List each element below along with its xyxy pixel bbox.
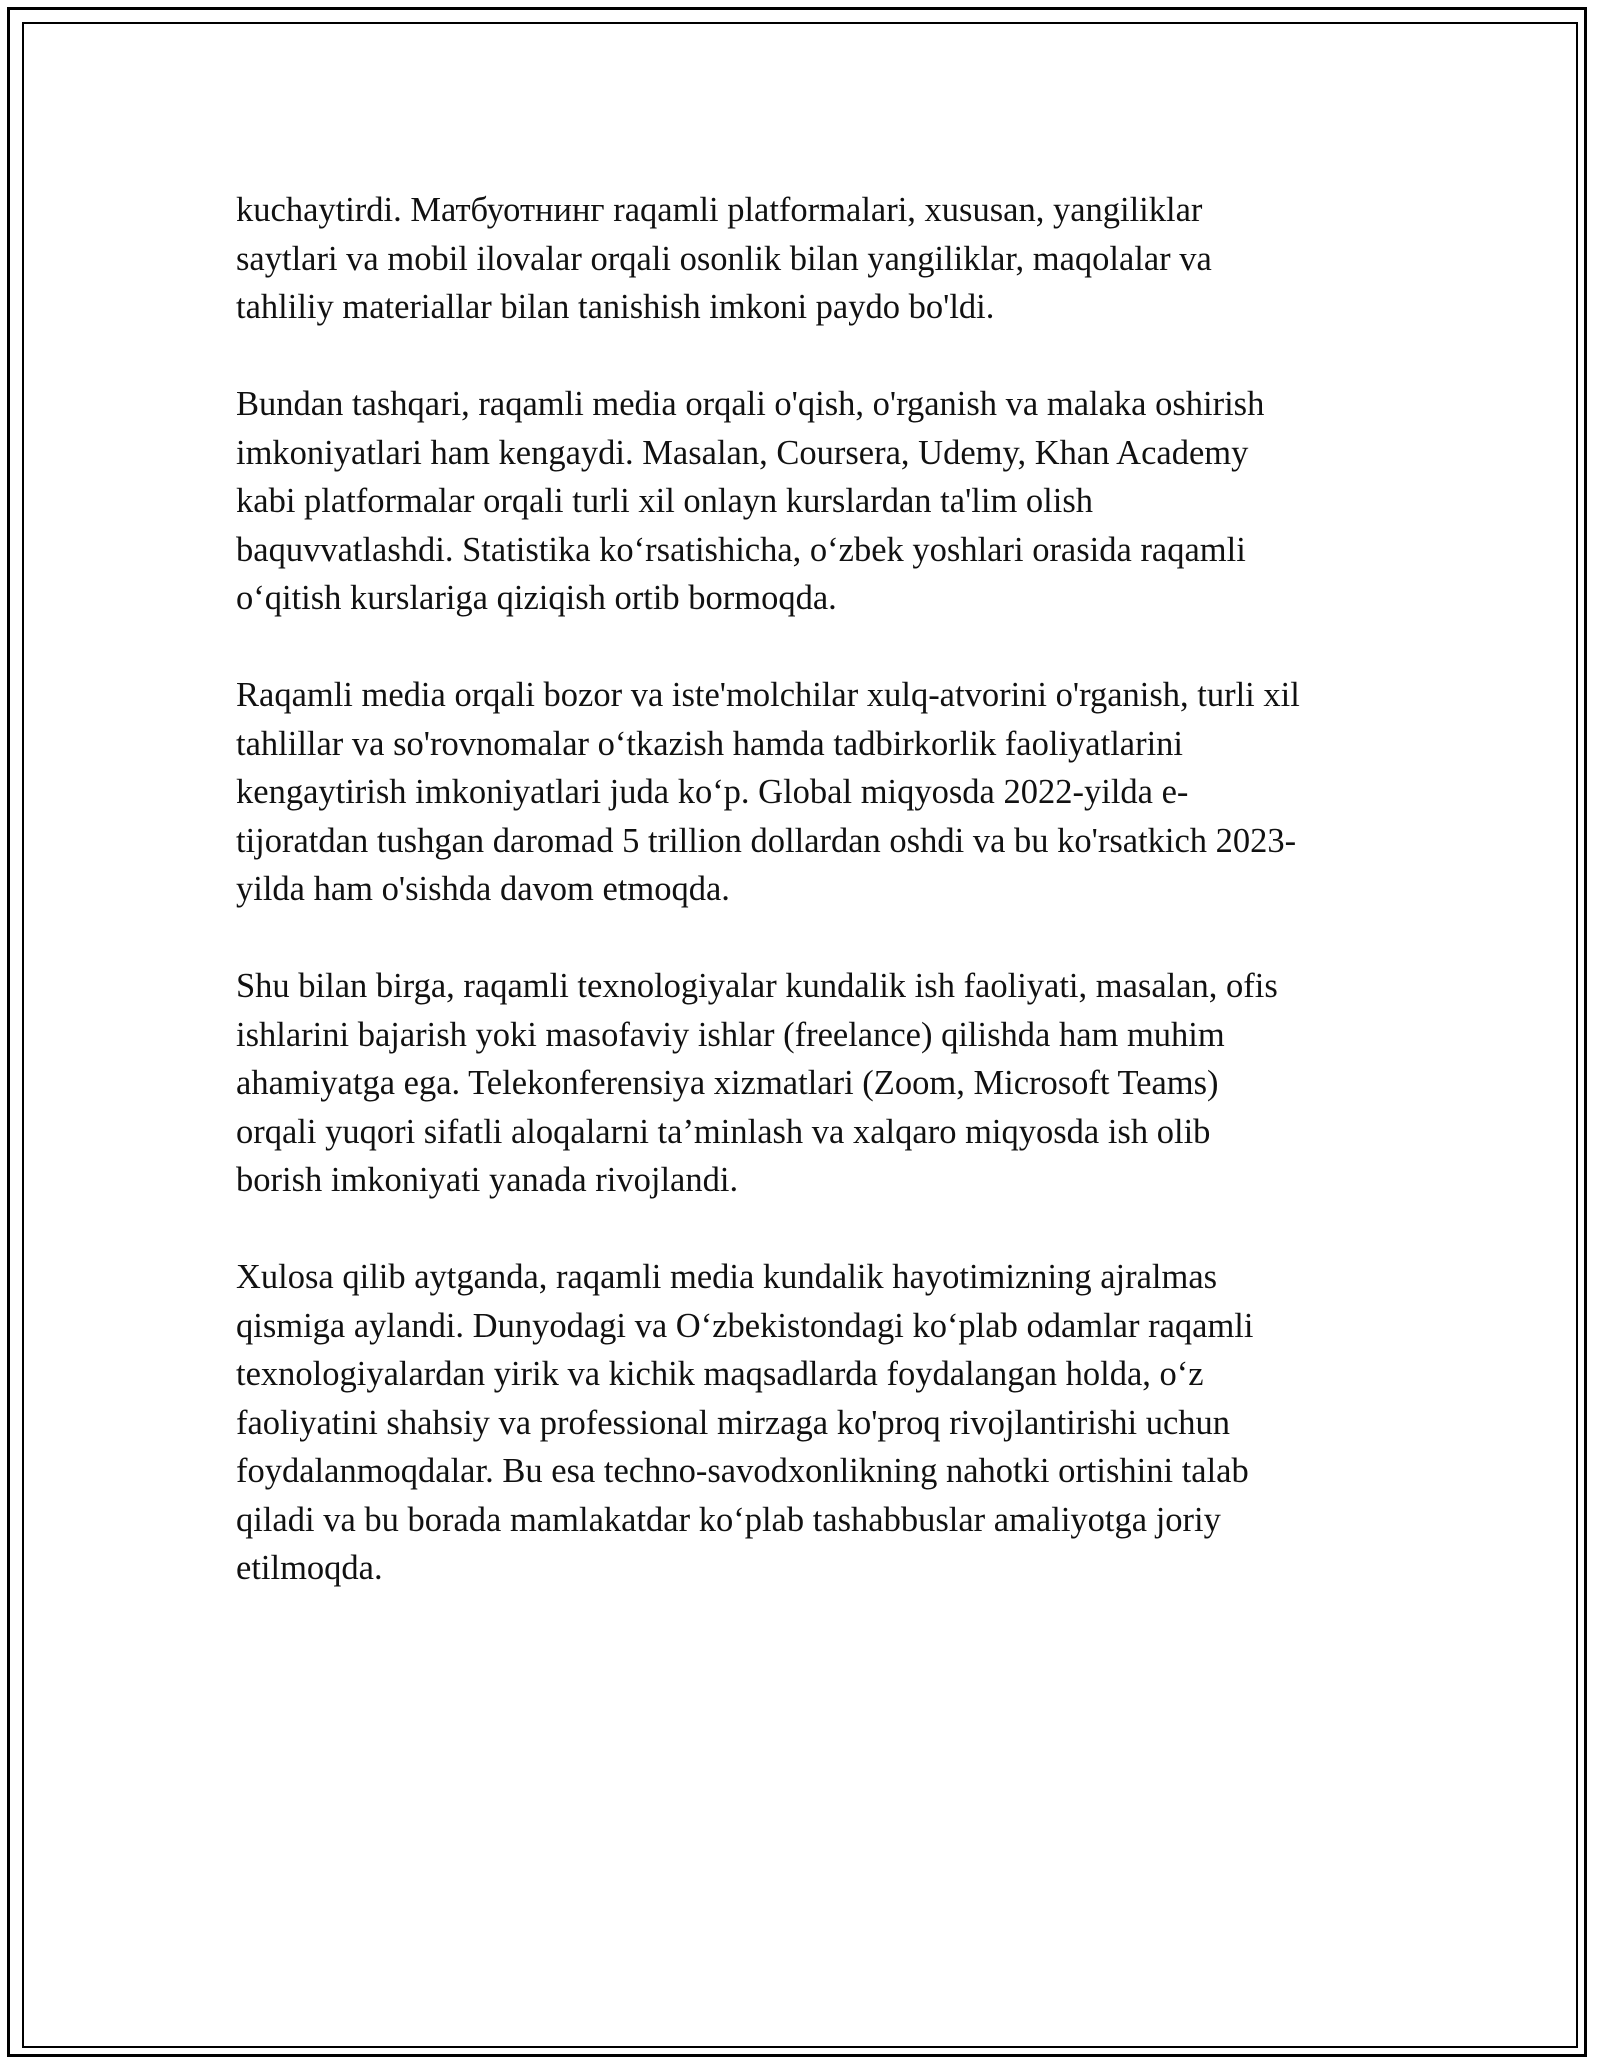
text-line: Shu bilan birga, raqamli texnologiyalar kundalik ish faoliyati, masalan, ofis (236, 967, 1278, 1005)
text-line: imkoniyatlari ham kengaydi. Masalan, Coursera, Udemy, Khan Academy (236, 433, 1249, 472)
text-line: o‘qitish kurslariga qiziqish ortib bormoqda. (236, 579, 837, 617)
text-line: borish imkoniyati yanada rivojlandi. (236, 1161, 739, 1199)
text-line: faoliyatini shahsiy va professional mirzaga ko'proq rivojlantirishi uchun (236, 1403, 1231, 1442)
text-line: tijoratdan tushgan daromad 5 trillion dollardan oshdi va bu ko'rsatkich 2023- (236, 821, 1297, 860)
paragraph-2 (236, 380, 1380, 623)
paragraph-4 (236, 962, 1380, 1205)
text-line: qismiga aylandi. Dunyodagi va O‘zbekistondagi ko‘plab odamlar raqamli (236, 1306, 1254, 1345)
document-body (236, 186, 1380, 1641)
text-line: etilmoqda. (236, 1549, 383, 1587)
text-line: texnologiyalardan yirik va kichik maqsadlarda foydalangan holda, o‘z (236, 1355, 1204, 1393)
paragraph-3 (236, 671, 1380, 914)
text-line: ahamiyatga ega. Telekonferensiya xizmatlari (Zoom, Microsoft Teams) (236, 1064, 1219, 1102)
text-line: ishlarini bajarish yoki masofaviy ishlar (freelance) qilishda ham muhim (236, 1015, 1225, 1054)
paragraph-1 (236, 186, 1380, 332)
text-line: orqali yuqori sifatli aloqalarni ta’minlash va xalqaro miqyosda ish olib (236, 1112, 1211, 1151)
text-line: qiladi va bu borada mamlakatdar ko‘plab tashabbuslar amaliyotga joriy (236, 1500, 1221, 1539)
text-line: saytlari va mobil ilovalar orqali osonlik bilan yangiliklar, maqolalar va (236, 239, 1212, 278)
text-line: Bundan tashqari, raqamli media orqali o'qish, o'rganish va malaka oshirish (236, 385, 1265, 423)
text-line: foydalanmoqdalar. Bu esa techno-savodxonlikning nahotki ortishini talab (236, 1452, 1249, 1490)
text-line: yilda ham o'sishda davom etmoqda. (236, 870, 730, 908)
text-line: Raqamli media orqali bozor va iste'molchilar xulq-atvorini o'rganish, turli xil (236, 676, 1300, 714)
text-line: Xulosa qilib aytganda, raqamli media kundalik hayotimizning ajralmas (236, 1258, 1218, 1296)
text-line: kabi platformalar orqali turli xil onlayn kurslardan ta'lim olish (236, 482, 1094, 520)
text-line: tahlillar va so'rovnomalar o‘tkazish hamda tadbirkorlik faoliyatlarini (236, 724, 1183, 763)
text-line: kuchaytirdi. Матбуотнинг raqamli platformalari, xususan, yangiliklar (236, 191, 1203, 229)
text-line: baquvvatlashdi. Statistika ko‘rsatishicha, o‘zbek yoshlari orasida raqamli (236, 530, 1246, 569)
paragraph-5 (236, 1253, 1380, 1593)
text-line: tahliliy materiallar bilan tanishish imkoni paydo bo'ldi. (236, 288, 995, 326)
text-line: kengaytirish imkoniyatlari juda ko‘p. Global miqyosda 2022-yilda e- (236, 773, 1189, 811)
